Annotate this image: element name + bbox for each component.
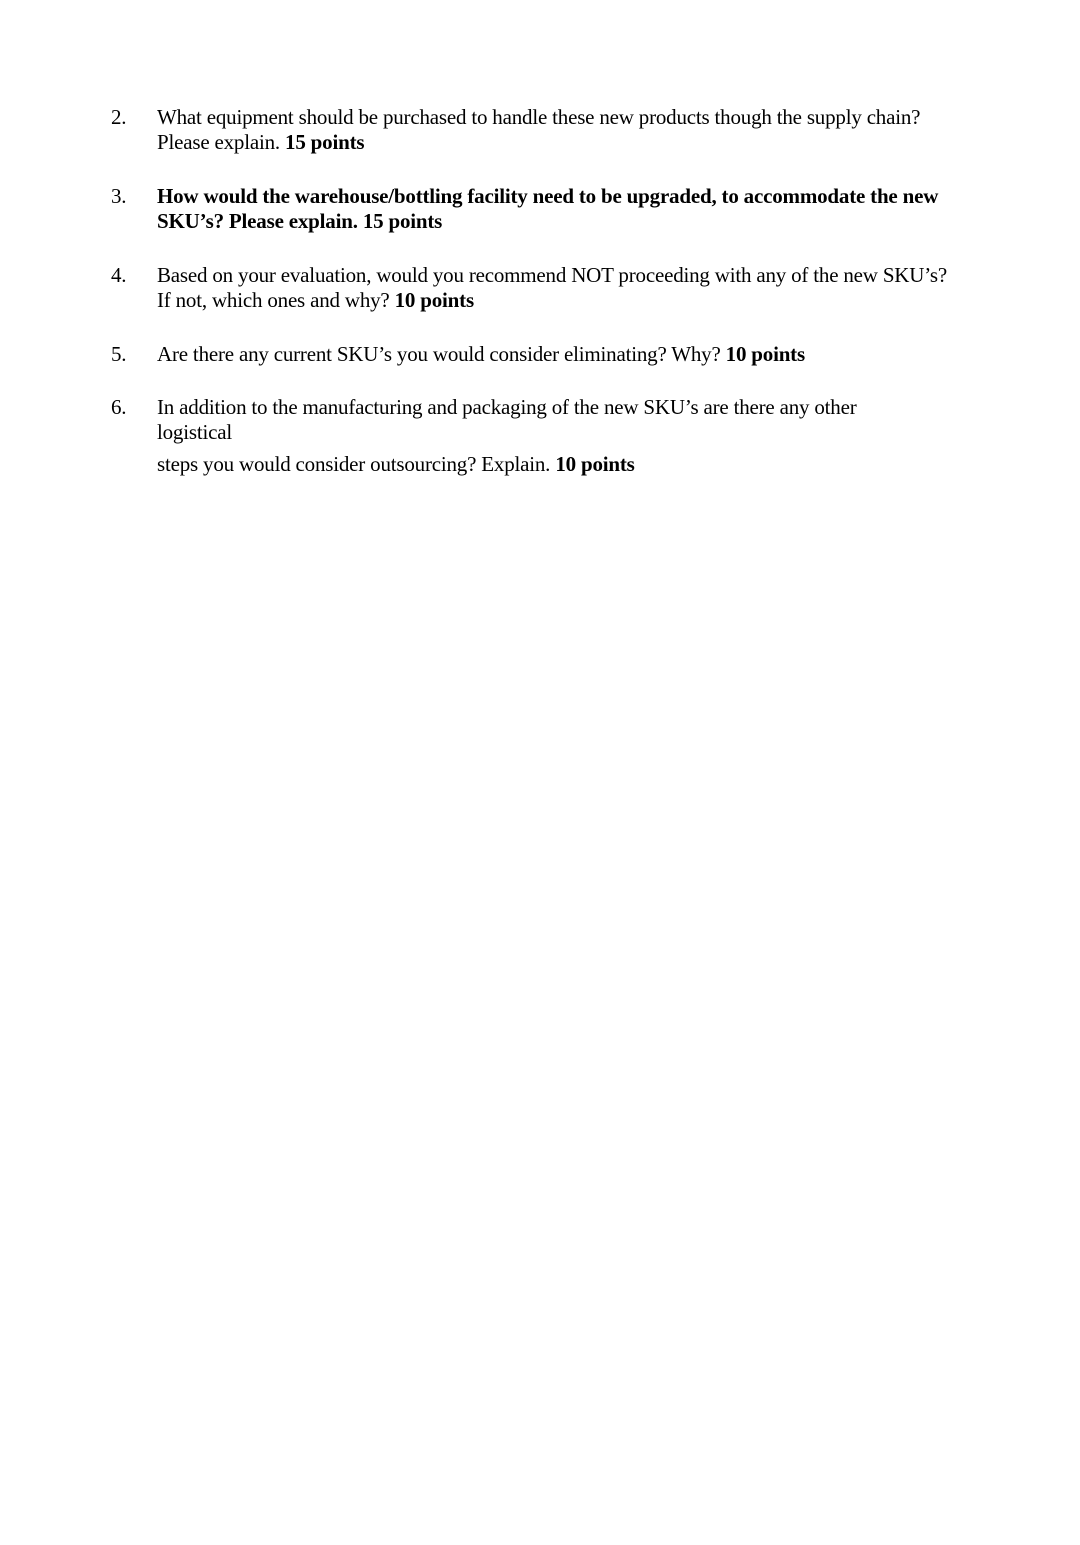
question-number: 5. bbox=[111, 342, 127, 366]
question-points: 10 points bbox=[725, 342, 805, 366]
question-number: 3. bbox=[111, 184, 127, 208]
question-body bbox=[157, 105, 947, 155]
question-text: How would the warehouse/bottling facility need to be upgraded, to accommodate the new SKU’s? Please explain. bbox=[157, 184, 939, 233]
question-text: Are there any current SKU’s you would consider eliminating? Why? bbox=[157, 342, 721, 366]
question-continuation bbox=[157, 452, 927, 477]
question-points: 10 points bbox=[394, 288, 474, 312]
question-points: 15 points bbox=[285, 130, 365, 154]
question-number: 2. bbox=[111, 105, 127, 129]
question-text: Based on your evaluation, would you recommend NOT proceeding with any of the new SKU’s? If not, which ones and why? bbox=[157, 263, 947, 312]
question-points: 10 points bbox=[555, 452, 635, 476]
question-points: 15 points bbox=[362, 209, 443, 233]
question-text: In addition to the manufacturing and packaging of the new SKU’s are there any other logistical bbox=[157, 395, 857, 444]
question-body bbox=[157, 184, 987, 234]
question-body bbox=[157, 342, 967, 367]
question-body bbox=[157, 395, 927, 477]
question-body bbox=[157, 263, 957, 313]
question-text: What equipment should be purchased to handle these new products though the supply chain? Please explain. bbox=[157, 105, 921, 154]
question-number: 6. bbox=[111, 395, 127, 419]
question-continuation-text: steps you would consider outsourcing? Explain. bbox=[157, 452, 551, 476]
question-number: 4. bbox=[111, 263, 127, 287]
